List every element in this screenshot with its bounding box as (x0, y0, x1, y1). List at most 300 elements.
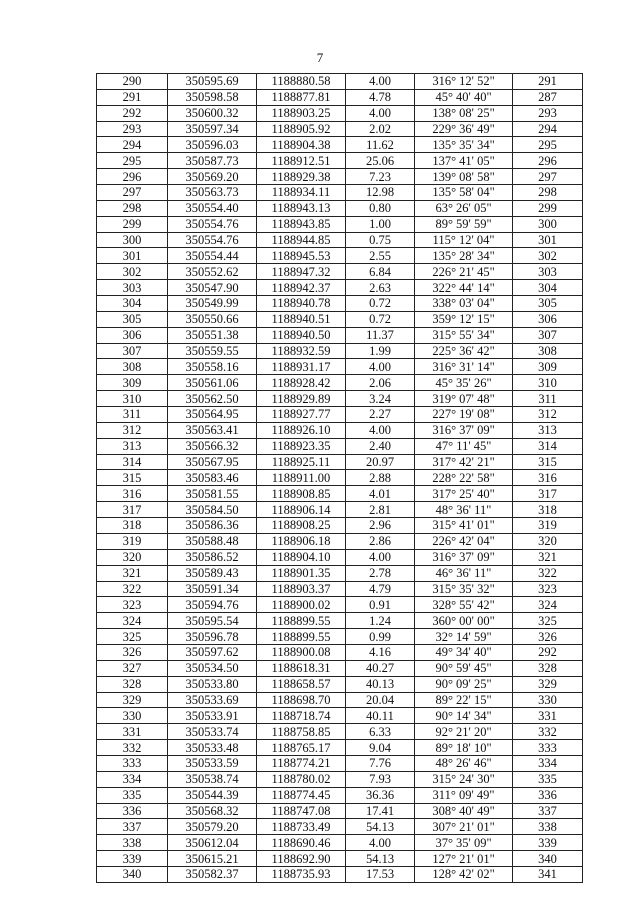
y-coordinate-cell: 1188735.93 (257, 866, 346, 882)
distance-cell: 0.99 (346, 629, 415, 645)
y-coordinate-cell: 1188718.74 (257, 708, 346, 724)
y-coordinate-cell: 1188698.70 (257, 692, 346, 708)
point-number-cell: 297 (97, 185, 168, 201)
x-coordinate-cell: 350589.43 (168, 565, 257, 581)
next-point-cell: 328 (513, 660, 583, 676)
table-row (97, 232, 583, 248)
bearing-cell: 128° 42' 02" (415, 866, 513, 882)
point-number-cell: 310 (97, 391, 168, 407)
table-row (97, 518, 583, 534)
y-coordinate-cell: 1188943.85 (257, 216, 346, 232)
distance-cell: 54.13 (346, 851, 415, 867)
next-point-cell: 321 (513, 549, 583, 565)
distance-cell: 0.80 (346, 200, 415, 216)
bearing-cell: 135° 58' 04" (415, 185, 513, 201)
x-coordinate-cell: 350552.62 (168, 264, 257, 280)
bearing-cell: 359° 12' 15" (415, 311, 513, 327)
distance-cell: 40.11 (346, 708, 415, 724)
next-point-cell: 333 (513, 740, 583, 756)
point-number-cell: 313 (97, 438, 168, 454)
table-row (97, 724, 583, 740)
next-point-cell: 330 (513, 692, 583, 708)
distance-cell: 20.04 (346, 692, 415, 708)
next-point-cell: 318 (513, 502, 583, 518)
point-number-cell: 307 (97, 343, 168, 359)
x-coordinate-cell: 350595.54 (168, 613, 257, 629)
bearing-cell: 89° 22' 15" (415, 692, 513, 708)
distance-cell: 6.33 (346, 724, 415, 740)
point-number-cell: 322 (97, 581, 168, 597)
next-point-cell: 301 (513, 232, 583, 248)
distance-cell: 6.84 (346, 264, 415, 280)
y-coordinate-cell: 1188904.10 (257, 549, 346, 565)
x-coordinate-cell: 350533.48 (168, 740, 257, 756)
next-point-cell: 313 (513, 422, 583, 438)
y-coordinate-cell: 1188940.78 (257, 296, 346, 312)
table-row (97, 851, 583, 867)
distance-cell: 11.62 (346, 137, 415, 153)
point-number-cell: 300 (97, 232, 168, 248)
next-point-cell: 314 (513, 438, 583, 454)
distance-cell: 36.36 (346, 787, 415, 803)
table-row (97, 311, 583, 327)
distance-cell: 4.00 (346, 105, 415, 121)
point-number-cell: 330 (97, 708, 168, 724)
next-point-cell: 300 (513, 216, 583, 232)
next-point-cell: 334 (513, 755, 583, 771)
bearing-cell: 338° 03' 04" (415, 296, 513, 312)
next-point-cell: 303 (513, 264, 583, 280)
x-coordinate-cell: 350567.95 (168, 454, 257, 470)
next-point-cell: 336 (513, 787, 583, 803)
y-coordinate-cell: 1188747.08 (257, 803, 346, 819)
distance-cell: 40.27 (346, 660, 415, 676)
distance-cell: 2.06 (346, 375, 415, 391)
next-point-cell: 298 (513, 185, 583, 201)
table-row (97, 121, 583, 137)
distance-cell: 7.93 (346, 771, 415, 787)
bearing-cell: 316° 37' 09" (415, 549, 513, 565)
point-number-cell: 333 (97, 755, 168, 771)
point-number-cell: 314 (97, 454, 168, 470)
x-coordinate-cell: 350550.66 (168, 311, 257, 327)
bearing-cell: 316° 31' 14" (415, 359, 513, 375)
point-number-cell: 311 (97, 407, 168, 423)
distance-cell: 2.78 (346, 565, 415, 581)
table-row (97, 533, 583, 549)
bearing-cell: 360° 00' 00" (415, 613, 513, 629)
bearing-cell: 90° 14' 34" (415, 708, 513, 724)
point-number-cell: 331 (97, 724, 168, 740)
distance-cell: 2.02 (346, 121, 415, 137)
distance-cell: 9.04 (346, 740, 415, 756)
x-coordinate-cell: 350562.50 (168, 391, 257, 407)
next-point-cell: 305 (513, 296, 583, 312)
distance-cell: 11.37 (346, 327, 415, 343)
point-number-cell: 338 (97, 835, 168, 851)
next-point-cell: 292 (513, 644, 583, 660)
table-row (97, 629, 583, 645)
x-coordinate-cell: 350551.38 (168, 327, 257, 343)
y-coordinate-cell: 1188934.11 (257, 185, 346, 201)
bearing-cell: 317° 25' 40" (415, 486, 513, 502)
bearing-cell: 45° 40' 40" (415, 89, 513, 105)
distance-cell: 7.76 (346, 755, 415, 771)
point-number-cell: 308 (97, 359, 168, 375)
next-point-cell: 287 (513, 89, 583, 105)
y-coordinate-cell: 1188780.02 (257, 771, 346, 787)
point-number-cell: 323 (97, 597, 168, 613)
point-number-cell: 339 (97, 851, 168, 867)
page-number: 7 (316, 50, 324, 65)
table-row (97, 597, 583, 613)
distance-cell: 1.24 (346, 613, 415, 629)
distance-cell: 0.75 (346, 232, 415, 248)
distance-cell: 2.27 (346, 407, 415, 423)
x-coordinate-cell: 350549.99 (168, 296, 257, 312)
point-number-cell: 290 (97, 74, 168, 90)
point-number-cell: 335 (97, 787, 168, 803)
x-coordinate-cell: 350554.76 (168, 232, 257, 248)
bearing-cell: 37° 35' 09" (415, 835, 513, 851)
next-point-cell: 337 (513, 803, 583, 819)
point-number-cell: 309 (97, 375, 168, 391)
x-coordinate-cell: 350588.48 (168, 533, 257, 549)
table-row (97, 708, 583, 724)
next-point-cell: 329 (513, 676, 583, 692)
next-point-cell: 291 (513, 74, 583, 90)
x-coordinate-cell: 350566.32 (168, 438, 257, 454)
next-point-cell: 339 (513, 835, 583, 851)
point-number-cell: 334 (97, 771, 168, 787)
x-coordinate-cell: 350586.52 (168, 549, 257, 565)
table-row (97, 169, 583, 185)
point-number-cell: 332 (97, 740, 168, 756)
y-coordinate-cell: 1188926.10 (257, 422, 346, 438)
distance-cell: 4.78 (346, 89, 415, 105)
x-coordinate-cell: 350597.34 (168, 121, 257, 137)
bearing-cell: 315° 24' 30" (415, 771, 513, 787)
y-coordinate-cell: 1188899.55 (257, 613, 346, 629)
next-point-cell: 306 (513, 311, 583, 327)
point-number-cell: 316 (97, 486, 168, 502)
next-point-cell: 307 (513, 327, 583, 343)
x-coordinate-cell: 350538.74 (168, 771, 257, 787)
bearing-cell: 225° 36' 42" (415, 343, 513, 359)
y-coordinate-cell: 1188903.37 (257, 581, 346, 597)
distance-cell: 25.06 (346, 153, 415, 169)
point-number-cell: 305 (97, 311, 168, 327)
distance-cell: 0.72 (346, 311, 415, 327)
distance-cell: 2.88 (346, 470, 415, 486)
x-coordinate-cell: 350587.73 (168, 153, 257, 169)
distance-cell: 2.86 (346, 533, 415, 549)
distance-cell: 4.00 (346, 835, 415, 851)
distance-cell: 4.79 (346, 581, 415, 597)
distance-cell: 2.63 (346, 280, 415, 296)
next-point-cell: 296 (513, 153, 583, 169)
y-coordinate-cell: 1188906.14 (257, 502, 346, 518)
next-point-cell: 309 (513, 359, 583, 375)
bearing-cell: 90° 59' 45" (415, 660, 513, 676)
bearing-cell: 47° 11' 45" (415, 438, 513, 454)
distance-cell: 17.41 (346, 803, 415, 819)
table-row (97, 407, 583, 423)
table-row (97, 692, 583, 708)
bearing-cell: 139° 08' 58" (415, 169, 513, 185)
table-row (97, 740, 583, 756)
y-coordinate-cell: 1188940.50 (257, 327, 346, 343)
x-coordinate-cell: 350564.95 (168, 407, 257, 423)
bearing-cell: 227° 19' 08" (415, 407, 513, 423)
bearing-cell: 90° 09' 25" (415, 676, 513, 692)
table-row (97, 660, 583, 676)
y-coordinate-cell: 1188906.18 (257, 533, 346, 549)
point-number-cell: 320 (97, 549, 168, 565)
next-point-cell: 317 (513, 486, 583, 502)
next-point-cell: 302 (513, 248, 583, 264)
x-coordinate-cell: 350597.62 (168, 644, 257, 660)
table-row (97, 327, 583, 343)
y-coordinate-cell: 1188947.32 (257, 264, 346, 280)
y-coordinate-cell: 1188905.92 (257, 121, 346, 137)
table-row (97, 676, 583, 692)
y-coordinate-cell: 1188758.85 (257, 724, 346, 740)
y-coordinate-cell: 1188927.77 (257, 407, 346, 423)
coordinates-table-body (97, 74, 583, 883)
point-number-cell: 295 (97, 153, 168, 169)
next-point-cell: 308 (513, 343, 583, 359)
y-coordinate-cell: 1188774.45 (257, 787, 346, 803)
bearing-cell: 315° 55' 34" (415, 327, 513, 343)
point-number-cell: 312 (97, 422, 168, 438)
bearing-cell: 32° 14' 59" (415, 629, 513, 645)
x-coordinate-cell: 350534.50 (168, 660, 257, 676)
y-coordinate-cell: 1188943.13 (257, 200, 346, 216)
y-coordinate-cell: 1188901.35 (257, 565, 346, 581)
table-row (97, 613, 583, 629)
distance-cell: 4.00 (346, 549, 415, 565)
point-number-cell: 317 (97, 502, 168, 518)
next-point-cell: 294 (513, 121, 583, 137)
bearing-cell: 229° 36' 49" (415, 121, 513, 137)
bearing-cell: 226° 42' 04" (415, 533, 513, 549)
table-row (97, 454, 583, 470)
table-row (97, 216, 583, 232)
x-coordinate-cell: 350554.44 (168, 248, 257, 264)
next-point-cell: 311 (513, 391, 583, 407)
next-point-cell: 295 (513, 137, 583, 153)
table-row (97, 280, 583, 296)
bearing-cell: 228° 22' 58" (415, 470, 513, 486)
distance-cell: 4.16 (346, 644, 415, 660)
table-row (97, 391, 583, 407)
x-coordinate-cell: 350533.91 (168, 708, 257, 724)
point-number-cell: 306 (97, 327, 168, 343)
table-row (97, 819, 583, 835)
table-row (97, 486, 583, 502)
x-coordinate-cell: 350561.06 (168, 375, 257, 391)
y-coordinate-cell: 1188904.38 (257, 137, 346, 153)
table-row (97, 866, 583, 882)
table-row (97, 565, 583, 581)
y-coordinate-cell: 1188900.02 (257, 597, 346, 613)
x-coordinate-cell: 350533.74 (168, 724, 257, 740)
point-number-cell: 303 (97, 280, 168, 296)
distance-cell: 0.91 (346, 597, 415, 613)
point-number-cell: 301 (97, 248, 168, 264)
point-number-cell: 291 (97, 89, 168, 105)
table-row (97, 644, 583, 660)
x-coordinate-cell: 350547.90 (168, 280, 257, 296)
y-coordinate-cell: 1188945.53 (257, 248, 346, 264)
x-coordinate-cell: 350598.58 (168, 89, 257, 105)
bearing-cell: 138° 08' 25" (415, 105, 513, 121)
next-point-cell: 338 (513, 819, 583, 835)
x-coordinate-cell: 350591.34 (168, 581, 257, 597)
bearing-cell: 316° 12' 52" (415, 74, 513, 90)
distance-cell: 20.97 (346, 454, 415, 470)
table-row (97, 89, 583, 105)
point-number-cell: 315 (97, 470, 168, 486)
point-number-cell: 292 (97, 105, 168, 121)
x-coordinate-cell: 350554.76 (168, 216, 257, 232)
next-point-cell: 324 (513, 597, 583, 613)
y-coordinate-cell: 1188880.58 (257, 74, 346, 90)
bearing-cell: 49° 34' 40" (415, 644, 513, 660)
point-number-cell: 329 (97, 692, 168, 708)
distance-cell: 4.01 (346, 486, 415, 502)
bearing-cell: 315° 41' 01" (415, 518, 513, 534)
point-number-cell: 321 (97, 565, 168, 581)
point-number-cell: 325 (97, 629, 168, 645)
distance-cell: 3.24 (346, 391, 415, 407)
x-coordinate-cell: 350581.55 (168, 486, 257, 502)
x-coordinate-cell: 350600.32 (168, 105, 257, 121)
distance-cell: 2.55 (346, 248, 415, 264)
y-coordinate-cell: 1188618.31 (257, 660, 346, 676)
bearing-cell: 308° 40' 49" (415, 803, 513, 819)
distance-cell: 2.81 (346, 502, 415, 518)
distance-cell: 4.00 (346, 422, 415, 438)
next-point-cell: 304 (513, 280, 583, 296)
distance-cell: 4.00 (346, 359, 415, 375)
distance-cell: 7.23 (346, 169, 415, 185)
next-point-cell: 332 (513, 724, 583, 740)
table-row (97, 581, 583, 597)
distance-cell: 0.72 (346, 296, 415, 312)
bearing-cell: 48° 26' 46" (415, 755, 513, 771)
next-point-cell: 320 (513, 533, 583, 549)
point-number-cell: 294 (97, 137, 168, 153)
next-point-cell: 335 (513, 771, 583, 787)
bearing-cell: 45° 35' 26" (415, 375, 513, 391)
table-row (97, 200, 583, 216)
next-point-cell: 326 (513, 629, 583, 645)
bearing-cell: 316° 37' 09" (415, 422, 513, 438)
next-point-cell: 341 (513, 866, 583, 882)
x-coordinate-cell: 350583.46 (168, 470, 257, 486)
point-number-cell: 326 (97, 644, 168, 660)
y-coordinate-cell: 1188690.46 (257, 835, 346, 851)
y-coordinate-cell: 1188923.35 (257, 438, 346, 454)
table-row (97, 248, 583, 264)
table-row (97, 153, 583, 169)
table-row (97, 438, 583, 454)
next-point-cell: 325 (513, 613, 583, 629)
point-number-cell: 337 (97, 819, 168, 835)
bearing-cell: 135° 35' 34" (415, 137, 513, 153)
x-coordinate-cell: 350612.04 (168, 835, 257, 851)
bearing-cell: 307° 21' 01" (415, 819, 513, 835)
y-coordinate-cell: 1188900.08 (257, 644, 346, 660)
x-coordinate-cell: 350582.37 (168, 866, 257, 882)
y-coordinate-cell: 1188929.38 (257, 169, 346, 185)
y-coordinate-cell: 1188877.81 (257, 89, 346, 105)
y-coordinate-cell: 1188911.00 (257, 470, 346, 486)
y-coordinate-cell: 1188908.25 (257, 518, 346, 534)
bearing-cell: 92° 21' 20" (415, 724, 513, 740)
next-point-cell: 297 (513, 169, 583, 185)
y-coordinate-cell: 1188692.90 (257, 851, 346, 867)
x-coordinate-cell: 350533.80 (168, 676, 257, 692)
next-point-cell: 340 (513, 851, 583, 867)
x-coordinate-cell: 350584.50 (168, 502, 257, 518)
table-row (97, 375, 583, 391)
y-coordinate-cell: 1188928.42 (257, 375, 346, 391)
bearing-cell: 315° 35' 32" (415, 581, 513, 597)
x-coordinate-cell: 350533.69 (168, 692, 257, 708)
point-number-cell: 298 (97, 200, 168, 216)
next-point-cell: 323 (513, 581, 583, 597)
y-coordinate-cell: 1188774.21 (257, 755, 346, 771)
table-row (97, 470, 583, 486)
bearing-cell: 226° 21' 45" (415, 264, 513, 280)
table-row (97, 359, 583, 375)
bearing-cell: 63° 26' 05" (415, 200, 513, 216)
table-row (97, 755, 583, 771)
x-coordinate-cell: 350559.55 (168, 343, 257, 359)
distance-cell: 1.99 (346, 343, 415, 359)
point-number-cell: 299 (97, 216, 168, 232)
point-number-cell: 296 (97, 169, 168, 185)
distance-cell: 2.96 (346, 518, 415, 534)
bearing-cell: 317° 42' 21" (415, 454, 513, 470)
distance-cell: 54.13 (346, 819, 415, 835)
y-coordinate-cell: 1188931.17 (257, 359, 346, 375)
bearing-cell: 137° 41' 05" (415, 153, 513, 169)
point-number-cell: 318 (97, 518, 168, 534)
bearing-cell: 115° 12' 04" (415, 232, 513, 248)
point-number-cell: 319 (97, 533, 168, 549)
next-point-cell: 331 (513, 708, 583, 724)
next-point-cell: 299 (513, 200, 583, 216)
point-number-cell: 340 (97, 866, 168, 882)
next-point-cell: 312 (513, 407, 583, 423)
x-coordinate-cell: 350563.73 (168, 185, 257, 201)
point-number-cell: 327 (97, 660, 168, 676)
x-coordinate-cell: 350586.36 (168, 518, 257, 534)
next-point-cell: 310 (513, 375, 583, 391)
x-coordinate-cell: 350558.16 (168, 359, 257, 375)
x-coordinate-cell: 350568.32 (168, 803, 257, 819)
y-coordinate-cell: 1188940.51 (257, 311, 346, 327)
table-row (97, 549, 583, 565)
bearing-cell: 48° 36' 11" (415, 502, 513, 518)
y-coordinate-cell: 1188925.11 (257, 454, 346, 470)
next-point-cell: 322 (513, 565, 583, 581)
bearing-cell: 319° 07' 48" (415, 391, 513, 407)
